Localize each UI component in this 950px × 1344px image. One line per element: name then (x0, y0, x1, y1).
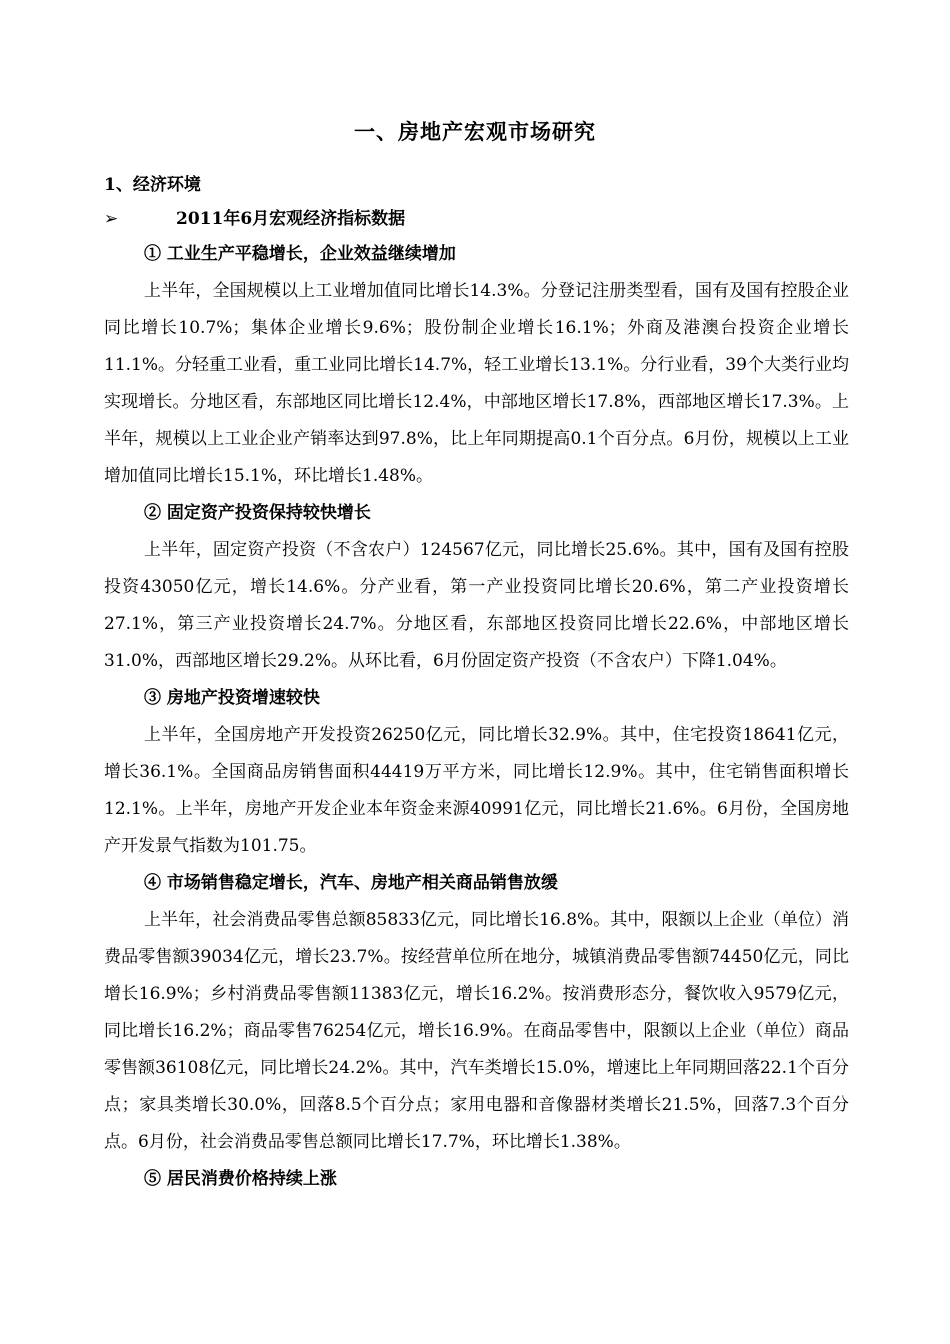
arrow-bullet-icon: ➢ (104, 209, 119, 229)
block-consumer-prices (104, 1161, 849, 1198)
bullet-item (104, 204, 405, 229)
bullet-text: 2011年6月宏观经济指标数据 (176, 209, 406, 229)
subheading-real-estate-investment: ③ 房地产投资增速较快 (144, 688, 320, 708)
paragraph-industrial-production: 上半年，全国规模以上工业增加值同比增长14.3%。分登记注册类型看，国有及国有控股企业同比增长10.7%；集体企业增长9.6%；股份制企业增长16.1%；外商及港澳台投资企业增长11.1%。分轻重工业看，重工业同比增长14.7%，轻工业增长13.1%。分行业看，39个大类行业均实现增长。分地区看，东部地区同比增长12.4%，中部地区增长17.8%，西部地区增长17.3%。上半年，规模以上工业企业产销率达到97.8%，比上年同期提高0.1个百分点。6月份，规模以上工业增加值同比增长15.1%，环比增长1.48%。 (104, 281, 849, 486)
subheading-industrial-production: ① 工业生产平稳增长，企业效益继续增加 (144, 244, 456, 264)
document-body (104, 236, 849, 1198)
block-industrial-production (104, 236, 849, 495)
subheading-consumer-prices: ⑤ 居民消费价格持续上涨 (144, 1169, 337, 1189)
page-title: 一、房地产宏观市场研究 (354, 119, 596, 144)
paragraph-retail-sales: 上半年，社会消费品零售总额85833亿元，同比增长16.8%。其中，限额以上企业（单位）消费品零售额39034亿元，增长23.7%。按经营单位所在地分，城镇消费品零售额74450亿元，同比增长16.9%；乡村消费品零售额11383亿元，增长16.2%。按消费形态分，餐饮收入9579亿元，同比增长16.2%；商品零售76254亿元，增长16.9%。在商品零售中，限额以上企业（单位）商品零售额36108亿元，同比增长24.2%。其中，汽车类增长15.0%，增速比上年同期回落22.1个百分点；家具类增长30.0%，回落8.5个百分点；家用电器和音像器材类增长21.5%，回落7.3个百分点。6月份，社会消费品零售总额同比增长17.7%，环比增长1.38%。 (104, 910, 849, 1152)
block-retail-sales (104, 865, 849, 1161)
subheading-retail-sales: ④ 市场销售稳定增长，汽车、房地产相关商品销售放缓 (144, 873, 558, 893)
paragraph-real-estate-investment: 上半年，全国房地产开发投资26250亿元，同比增长32.9%。其中，住宅投资18641亿元，增长36.1%。全国商品房销售面积44419万平方米，同比增长12.9%。其中，住宅销售面积增长12.1%。上半年，房地产开发企业本年资金来源40991亿元，同比增长21.6%。6月份，全国房地产开发景气指数为101.75。 (104, 725, 849, 856)
paragraph-fixed-asset-investment: 上半年，固定资产投资（不含农户）124567亿元，同比增长25.6%。其中，国有及国有控股投资43050亿元，增长14.6%。分产业看，第一产业投资同比增长20.6%，第二产业投资增长27.1%，第三产业投资增长24.7%。分地区看，东部地区投资同比增长22.6%，中部地区增长31.0%，西部地区增长29.2%。从环比看，6月份固定资产投资（不含农户）下降1.04%。 (104, 540, 849, 671)
section-heading: 1、经济环境 (104, 175, 201, 195)
block-fixed-asset-investment (104, 495, 849, 680)
subheading-fixed-asset-investment: ② 固定资产投资保持较快增长 (144, 503, 371, 523)
block-real-estate-investment (104, 680, 849, 865)
